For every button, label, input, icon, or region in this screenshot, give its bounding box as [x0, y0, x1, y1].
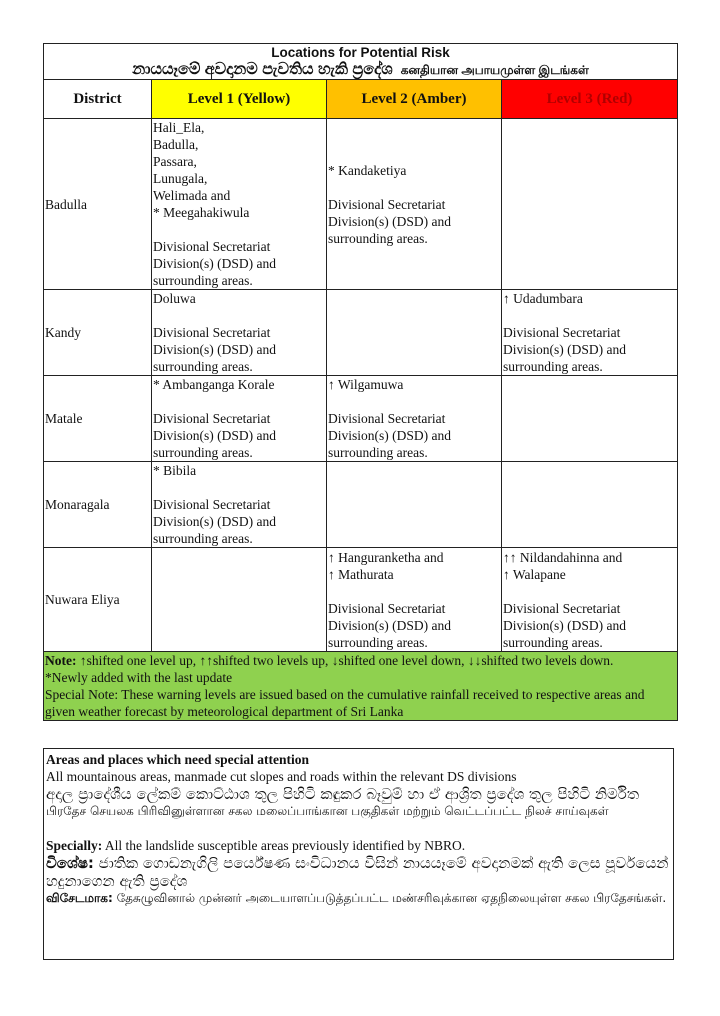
- header-level-2: Level 2 (Amber): [327, 80, 502, 119]
- district-cell: Monaragala: [44, 462, 152, 548]
- title-sinhala: නායයෑමේ අවදානම පැවතිය හැකි ප්‍රදේශ: [132, 61, 393, 78]
- note-special: Special Note: These warning levels are issued based on the cumulative rainfall received to respective areas and given weather forecast by meteorological department of Sri Lanka: [45, 687, 645, 719]
- level-1-cell: Doluwa Divisional Secretariat Division(s) (DSD) and surrounding areas.: [152, 290, 327, 376]
- note-legend: ↑shifted one level up, ↑↑shifted two levels up, ↓shifted one level down, ↓↓shifted two levels down.: [76, 653, 614, 668]
- note-label: Note:: [45, 653, 77, 668]
- level-3-cell: [502, 462, 678, 548]
- attention-heading: Areas and places which need special attention: [46, 752, 310, 767]
- level-1-cell: * Ambanganga Korale Divisional Secretariat Division(s) (DSD) and surrounding areas.: [152, 376, 327, 462]
- specially-label: Specially:: [46, 838, 103, 853]
- level-2-cell: [327, 290, 502, 376]
- district-cell: Badulla: [44, 119, 152, 290]
- level-3-cell: ↑ Udadumbara Divisional Secretariat Division(s) (DSD) and surrounding areas.: [502, 290, 678, 376]
- sinhala-specially-text: ජාතික ගොඩනැගිලි පර්යේෂණ සංවිධානය විසින් නායයෑමේ අවදානමක් ඇති ලෙස පූර්වයෙන් හදුනාගෙන ඇති ප්‍රදේශ: [46, 854, 669, 890]
- level-3-cell: [502, 376, 678, 462]
- attention-sinhala: අදාල ප්‍රාදේශීය ලේකම් කොට්ඨාශ තුල පිහිටි කඳුකර බෑවුම් හා ඒ ආශ්‍රිත ප්‍රදේශ තුල පිහිටි නිර්මිත: [46, 785, 640, 803]
- level-3-cell: [502, 119, 678, 290]
- level-3-cell: ↑↑ Nildandahinna and ↑ Walapane Divisional Secretariat Division(s) (DSD) and surrounding areas.: [502, 548, 678, 652]
- table-row: [44, 462, 678, 548]
- level-1-cell: [152, 548, 327, 652]
- district-cell: Kandy: [44, 290, 152, 376]
- header-level-3: Level 3 (Red): [502, 80, 678, 119]
- title-tamil: கனதியான அபாயமுள்ள இடங்கள்: [400, 63, 589, 77]
- level-1-cell: Hali_Ela, Badulla, Passara, Lunugala, Welimada and * Meegahakiwula Divisional Secretariat Division(s) (DSD) and surrounding areas.: [152, 119, 327, 290]
- attention-tamil: பிரதேச செயலக பிரிவினுள்ளான சகல மலைப்பாங்கான பகுதிகள் மற்றும் வெட்டப்பட்ட நிலச் சாய்வுகள்: [46, 804, 609, 818]
- table-row: [44, 119, 678, 290]
- note-newly-added: *Newly added with the last update: [45, 670, 233, 685]
- risk-locations-table: [43, 43, 678, 721]
- note-section: [44, 652, 678, 721]
- level-2-cell: [327, 462, 502, 548]
- table-row: [44, 376, 678, 462]
- level-1-cell: * Bibila Divisional Secretariat Division(s) (DSD) and surrounding areas.: [152, 462, 327, 548]
- special-attention-box: [43, 748, 674, 960]
- tamil-specially-text: தேசுழுவினால் முன்னர் அடையாளப்படுத்தப்பட்ட மண்சரிவுக்கான ஏதநிலையுள்ள சகல பிரதேசங்கள்.: [112, 891, 667, 905]
- header-level-1: Level 1 (Yellow): [152, 80, 327, 119]
- attention-english: All mountainous areas, manmade cut slopes and roads within the relevant DS divisions: [46, 769, 517, 784]
- tamil-specially-label: விசேடமாக:: [46, 891, 113, 905]
- level-2-cell: ↑ Wilgamuwa Divisional Secretariat Division(s) (DSD) and surrounding areas.: [327, 376, 502, 462]
- level-2-cell: ↑ Hanguranketha and ↑ Mathurata Divisional Secretariat Division(s) (DSD) and surrounding areas.: [327, 548, 502, 652]
- district-cell: Matale: [44, 376, 152, 462]
- table-row: [44, 290, 678, 376]
- table-row: [44, 548, 678, 652]
- district-cell: Nuwara Eliya: [44, 548, 152, 652]
- table-title: [44, 44, 678, 80]
- sinhala-specially-label: විශේෂ:: [46, 854, 94, 872]
- level-2-cell: * Kandaketiya Divisional Secretariat Division(s) (DSD) and surrounding areas.: [327, 119, 502, 290]
- header-district: District: [44, 80, 152, 119]
- specially-text: All the landslide susceptible areas previously identified by NBRO.: [102, 838, 466, 853]
- title-english: Locations for Potential Risk: [271, 45, 450, 60]
- header-row: [44, 80, 678, 119]
